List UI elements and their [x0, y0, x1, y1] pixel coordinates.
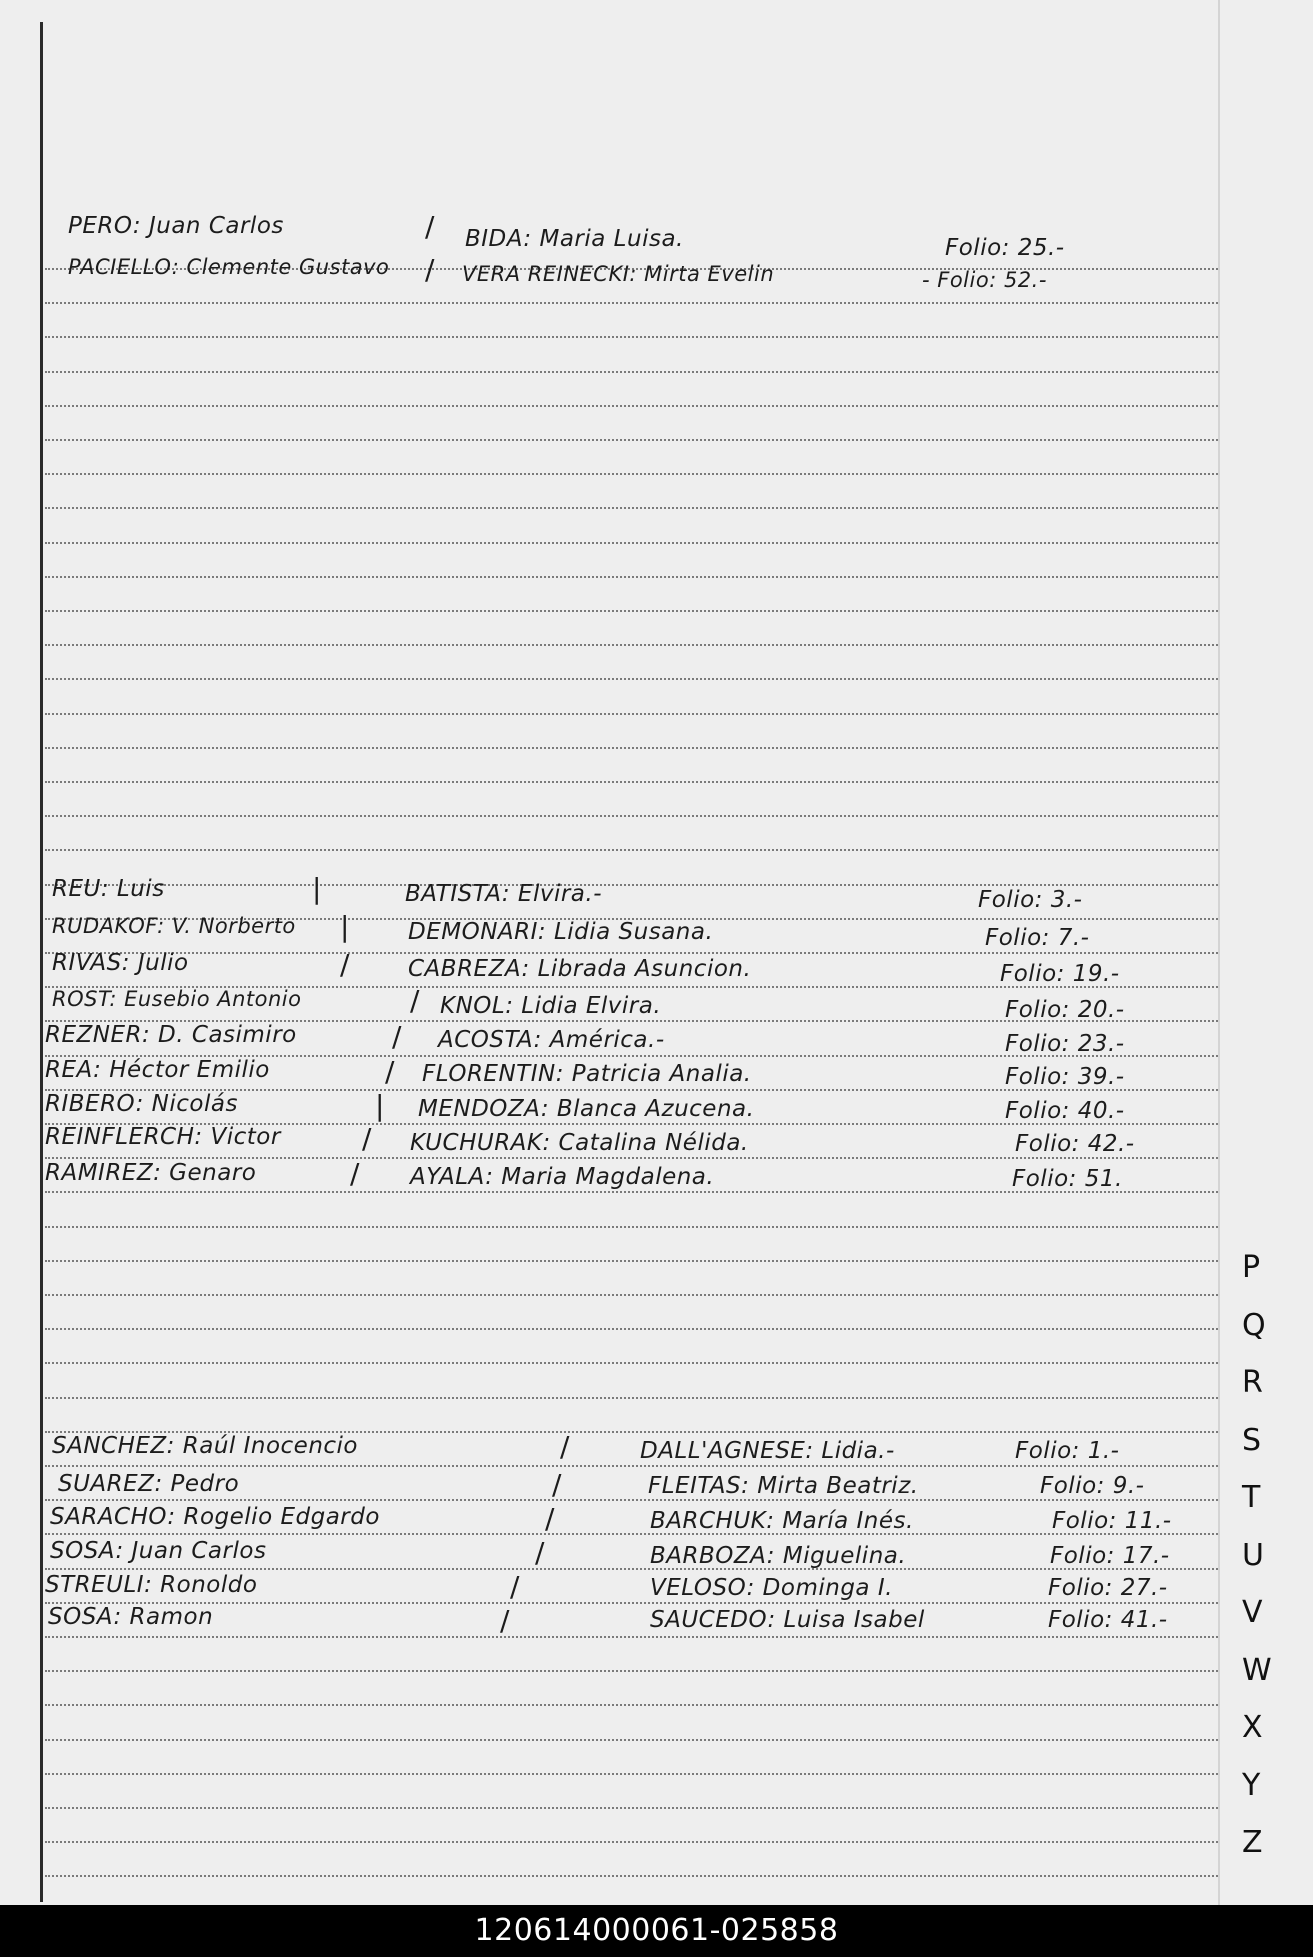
ruled-line	[45, 849, 1218, 851]
entry-name-secondary: BARCHUK: María Inés.	[650, 1508, 914, 1534]
entry-name-primary: SOSA: Juan Carlos	[50, 1538, 267, 1564]
separator-slash: |	[312, 872, 322, 905]
index-tab-t[interactable]: T	[1242, 1480, 1261, 1515]
entry-folio: - Folio: 52.-	[922, 268, 1047, 292]
entry-name-primary: REA: Héctor Emilio	[45, 1057, 270, 1083]
entry-folio: Folio: 11.-	[1052, 1508, 1172, 1534]
index-tab-y[interactable]: Y	[1242, 1768, 1261, 1803]
ruled-line	[45, 884, 1218, 886]
entry-name-primary: SANCHEZ: Raúl Inocencio	[52, 1433, 359, 1459]
ruled-line	[45, 1294, 1218, 1296]
separator-slash: /	[425, 253, 435, 286]
index-tab-z[interactable]: Z	[1242, 1825, 1263, 1860]
entry-name-secondary: AYALA: Maria Magdalena.	[410, 1164, 715, 1190]
ruled-line	[45, 644, 1218, 646]
index-tab-p[interactable]: P	[1242, 1250, 1261, 1285]
entry-name-secondary: MENDOZA: Blanca Azucena.	[418, 1096, 755, 1122]
separator-slash: /	[535, 1536, 545, 1569]
separator-slash: /	[362, 1122, 372, 1155]
ruled-line	[45, 1465, 1218, 1467]
entry-folio: Folio: 19.-	[1000, 961, 1120, 987]
ruled-line	[45, 1533, 1218, 1535]
ruled-line	[45, 781, 1218, 783]
entry-name-primary: RIBERO: Nicolás	[45, 1091, 238, 1117]
entry-folio: Folio: 41.-	[1048, 1607, 1168, 1633]
ruled-line	[45, 747, 1218, 749]
entry-name-primary: REU: Luis	[52, 876, 165, 902]
ruled-line	[45, 542, 1218, 544]
entry-name-primary: RIVAS: Julio	[52, 950, 189, 976]
ruled-line	[45, 1602, 1218, 1604]
ruled-line	[45, 1226, 1218, 1228]
entry-name-primary: STREULI: Ronoldo	[45, 1572, 258, 1598]
separator-slash: /	[392, 1020, 402, 1053]
separator-slash: /	[350, 1157, 360, 1190]
entry-name-secondary: DALL'AGNESE: Lidia.-	[640, 1438, 895, 1464]
entry-name-primary: PACIELLO: Clemente Gustavo	[68, 255, 390, 279]
separator-slash: /	[385, 1055, 395, 1088]
entry-folio: Folio: 39.-	[1005, 1064, 1125, 1090]
entry-folio: Folio: 9.-	[1040, 1473, 1145, 1499]
entry-folio: Folio: 20.-	[1005, 997, 1125, 1023]
ruled-line	[45, 1328, 1218, 1330]
ruled-line	[45, 302, 1218, 304]
entry-name-secondary: VELOSO: Dominga I.	[650, 1575, 893, 1601]
entry-name-secondary: VERA REINECKI: Mirta Evelin	[462, 262, 775, 286]
entry-name-primary: SUAREZ: Pedro	[58, 1471, 240, 1497]
entry-folio: Folio: 42.-	[1015, 1131, 1135, 1157]
entry-name-secondary: BATISTA: Elvira.-	[405, 881, 603, 907]
entry-name-secondary: DEMONARI: Lidia Susana.	[408, 919, 714, 945]
ruled-line	[45, 405, 1218, 407]
index-tab-v[interactable]: V	[1242, 1595, 1263, 1630]
ruled-line	[45, 439, 1218, 441]
entry-name-primary: ROST: Eusebio Antonio	[52, 987, 302, 1011]
entry-name-secondary: CABREZA: Librada Asuncion.	[408, 956, 752, 982]
entry-name-secondary: FLORENTIN: Patricia Analia.	[422, 1061, 752, 1087]
entry-folio: Folio: 3.-	[978, 887, 1083, 913]
ruled-line	[45, 1807, 1218, 1809]
entry-name-primary: REINFLERCH: Victor	[45, 1124, 281, 1150]
ruled-line	[45, 815, 1218, 817]
separator-slash: |	[375, 1089, 385, 1122]
separator-slash: /	[500, 1604, 510, 1637]
index-tab-r[interactable]: R	[1242, 1365, 1263, 1400]
ruled-line	[45, 1739, 1218, 1741]
entry-name-secondary: KNOL: Lidia Elvira.	[440, 993, 662, 1019]
entry-folio: Folio: 1.-	[1015, 1438, 1120, 1464]
ruled-line	[45, 713, 1218, 715]
index-tab-s[interactable]: S	[1242, 1423, 1262, 1458]
page-edge	[1218, 0, 1220, 1905]
entry-name-secondary: BARBOZA: Miguelina.	[650, 1543, 907, 1569]
entry-name-primary: SOSA: Ramon	[48, 1604, 214, 1630]
separator-slash: /	[552, 1468, 562, 1501]
ruled-line	[45, 1773, 1218, 1775]
margin-line	[40, 22, 43, 1902]
entry-name-secondary: BIDA: Maria Luisa.	[465, 226, 684, 252]
separator-slash: /	[545, 1502, 555, 1535]
ruled-line	[45, 507, 1218, 509]
ruled-line	[45, 1841, 1218, 1843]
ruled-line	[45, 1362, 1218, 1364]
separator-slash: /	[425, 210, 435, 243]
ruled-line	[45, 1568, 1218, 1570]
entry-name-secondary: SAUCEDO: Luisa Isabel	[650, 1607, 925, 1633]
ruled-line	[45, 1704, 1218, 1706]
entry-folio: Folio: 17.-	[1050, 1543, 1170, 1569]
entry-name-secondary: KUCHURAK: Catalina Nélida.	[410, 1130, 749, 1156]
ruled-line	[45, 336, 1218, 338]
entry-name-primary: REZNER: D. Casimiro	[45, 1022, 297, 1048]
ruled-line	[45, 1397, 1218, 1399]
ruled-line	[45, 576, 1218, 578]
entry-folio: Folio: 23.-	[1005, 1031, 1125, 1057]
entry-name-secondary: FLEITAS: Mirta Beatriz.	[648, 1473, 919, 1499]
entry-name-primary: SARACHO: Rogelio Edgardo	[50, 1504, 380, 1530]
entry-folio: Folio: 51.	[1012, 1166, 1123, 1192]
entry-folio: Folio: 7.-	[985, 925, 1090, 951]
ruled-line	[45, 1670, 1218, 1672]
separator-slash: /	[340, 948, 350, 981]
index-tab-q[interactable]: Q	[1242, 1308, 1266, 1343]
index-tab-u[interactable]: U	[1242, 1538, 1264, 1573]
ruled-line	[45, 678, 1218, 680]
entry-name-primary: PERO: Juan Carlos	[68, 213, 284, 239]
entry-name-secondary: ACOSTA: América.-	[438, 1027, 665, 1053]
separator-slash: |	[340, 910, 350, 943]
document-id: 120614000061-025858	[474, 1913, 839, 1948]
ruled-line	[45, 1260, 1218, 1262]
ruled-line	[45, 1636, 1218, 1638]
ruled-line	[45, 473, 1218, 475]
ruled-line	[45, 371, 1218, 373]
ruled-line	[45, 1875, 1218, 1877]
ruled-line	[45, 1499, 1218, 1501]
scan-footer-bar	[0, 1905, 1313, 1957]
ruled-line	[45, 1157, 1218, 1159]
separator-slash: /	[510, 1570, 520, 1603]
separator-slash: /	[560, 1430, 570, 1463]
index-tab-w[interactable]: W	[1242, 1653, 1272, 1688]
entry-name-primary: RAMIREZ: Genaro	[45, 1160, 257, 1186]
ruled-line	[45, 610, 1218, 612]
entry-folio: Folio: 40.-	[1005, 1098, 1125, 1124]
separator-slash: /	[410, 984, 420, 1017]
ruled-line	[45, 952, 1218, 954]
entry-folio: Folio: 27.-	[1048, 1575, 1168, 1601]
entry-name-primary: RUDAKOF: V. Norberto	[52, 914, 296, 938]
entry-folio: Folio: 25.-	[945, 235, 1065, 261]
index-tab-x[interactable]: X	[1242, 1710, 1263, 1745]
